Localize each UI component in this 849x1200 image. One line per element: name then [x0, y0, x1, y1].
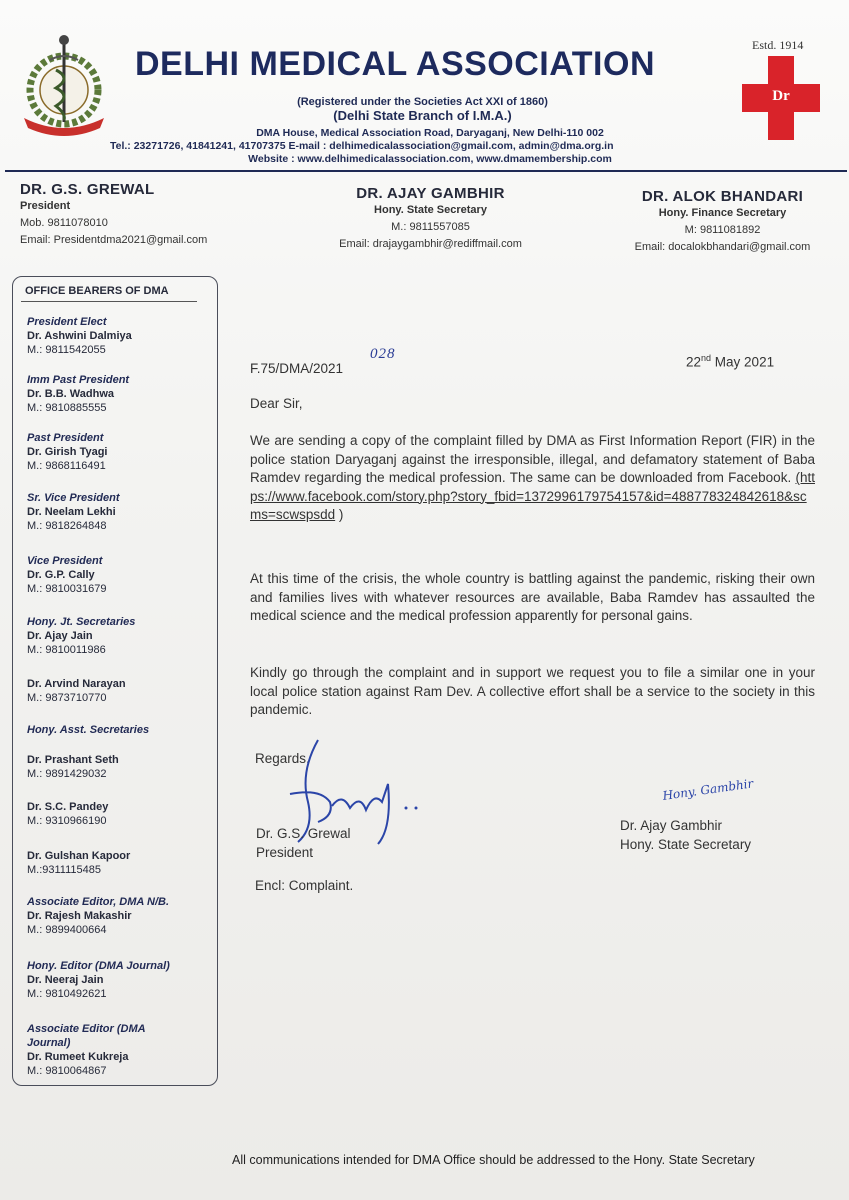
sidebar-entry — [27, 491, 217, 533]
sidebar-name: Dr. Prashant Seth — [27, 754, 119, 766]
sidebar-entry — [27, 615, 217, 657]
bearer-secretary — [318, 185, 543, 253]
bearer-role: Hony. State Secretary — [374, 204, 487, 216]
sidebar-name: Dr. Rumeet Kukreja — [27, 1051, 129, 1063]
sidebar-name: Dr. Arvind Narayan — [27, 678, 126, 690]
sidebar-entry — [27, 677, 217, 705]
sidebar-phone: M.: 9810031679 — [27, 583, 107, 595]
address-line: DMA House, Medical Association Road, Daryaganj, New Delhi-110 002 — [256, 127, 604, 139]
sidebar-phone: M.: 9810492621 — [27, 988, 107, 1000]
sidebar-role: Hony. Editor (DMA Journal) — [27, 960, 170, 972]
sidebar-entry — [27, 373, 217, 415]
sidebar-entry — [27, 753, 217, 781]
header-divider — [5, 170, 847, 172]
bearer-phone: M.: 9811557085 — [391, 221, 470, 233]
sidebar-phone: M.: 9310966190 — [27, 815, 107, 827]
salutation: Dear Sir, — [250, 396, 303, 411]
sidebar-role: Associate Editor (DMA Journal) — [27, 1023, 146, 1049]
ima-emblem-logo — [14, 30, 114, 140]
sidebar-name: Dr. B.B. Wadhwa — [27, 388, 114, 400]
bearer-president — [20, 181, 290, 249]
bearer-email: Email: Presidentdma2021@gmail.com — [20, 234, 208, 246]
footer-note: All communications intended for DMA Office should be addressed to the Hony. State Secretary — [232, 1153, 755, 1167]
bearer-phone: M: 9811081892 — [684, 224, 761, 236]
sidebar-role: President Elect — [27, 316, 107, 328]
sidebar-entry — [27, 849, 217, 877]
established-year: Estd. 1914 — [752, 38, 804, 52]
organization-name: DELHI MEDICAL ASSOCIATION — [135, 45, 655, 83]
sidebar-title: OFFICE BEARERS OF DMA — [25, 285, 169, 297]
sidebar-phone: M.: 9873710770 — [27, 692, 107, 704]
contact-line: Tel.: 23271726, 41841241, 41707375 E-mail : delhimedicalassociation@gmail.com, admin@dma.org.in — [110, 140, 614, 152]
signature-scrawl: Hony. Gambhir — [661, 776, 755, 803]
sidebar-entry — [27, 959, 217, 1001]
bearer-name: DR. AJAY GAMBHIR — [356, 185, 505, 202]
sidebar-role: Vice President — [27, 555, 103, 567]
branch-note: (Delhi State Branch of I.M.A.) — [333, 108, 512, 123]
paragraph-1-text: We are sending a copy of the complaint filled by DMA as First Information Report (FIR) in the police station Daryaganj against the irresponsible, illegal, and defamatory statement of Baba Ramdev regarding the medical profession. The same can be downloaded from Facebook. — [250, 433, 815, 485]
bearer-name: DR. G.S. GREWAL — [20, 181, 155, 198]
sidebar-name: Dr. S.C. Pandey — [27, 801, 109, 813]
sidebar-role: Hony. Asst. Secretaries — [27, 724, 150, 736]
sidebar-role: Past President — [27, 432, 104, 444]
signatory-name: Dr. Ajay Gambhir — [620, 818, 723, 833]
red-cross-logo — [742, 56, 820, 140]
sidebar-phone: M.: 9868116491 — [27, 460, 106, 472]
secretary-signature — [661, 776, 792, 808]
sidebar-phone: M.: 9818264848 — [27, 520, 107, 532]
reference-number: F.75/DMA/2021 — [250, 361, 344, 376]
sidebar-entry — [27, 800, 217, 828]
sidebar-role: Sr. Vice President — [27, 492, 120, 504]
registration-note: (Registered under the Societies Act XXI of 1860) — [297, 96, 548, 108]
office-bearers-sidebar — [12, 276, 218, 1086]
sidebar-entry — [27, 723, 217, 737]
sidebar-name: Dr. Neeraj Jain — [27, 974, 104, 986]
sidebar-phone: M.: 9810885555 — [27, 402, 107, 414]
sidebar-entry — [27, 1022, 147, 1078]
bearer-name: DR. ALOK BHANDARI — [641, 188, 804, 205]
signatory-title: President — [256, 845, 314, 860]
date-day: 22 — [686, 354, 702, 370]
enclosure-note: Encl: Complaint. — [255, 878, 354, 893]
sidebar-phone: M.: 9810064867 — [27, 1065, 107, 1077]
signatory-president — [256, 824, 351, 862]
signatory-name: Dr. G.S. Grewal — [256, 826, 351, 841]
handwritten-reference: 028 — [370, 346, 396, 362]
sidebar-phone: M.: 9899400664 — [27, 924, 107, 936]
website-line: Website : www.delhimedicalassociation.com, www.dmamembership.com — [248, 153, 612, 165]
bearer-phone: Mob. 9811078010 — [20, 217, 108, 229]
paragraph-3: Kindly go through the complaint and in support we request you to file a similar one in your local police station against Ram Dev. A collective effort shall be a service to the society in this pandemic. — [250, 665, 815, 717]
sidebar-role: Hony. Jt. Secretaries — [27, 616, 136, 628]
sidebar-role: Associate Editor, DMA N/B. — [27, 896, 170, 908]
sidebar-phone: M.: 9891429032 — [27, 768, 107, 780]
paragraph-2: At this time of the crisis, the whole country is battling against the pandemic, risking their own and families lives with whatever resources are available, Baba Ramdev has assaulted the medical science and the medical profession apparently for personal gains. — [250, 571, 815, 623]
sidebar-name: Dr. Ashwini Dalmiya — [27, 330, 132, 342]
date-suffix: nd — [701, 353, 712, 363]
sidebar-name: Dr. G.P. Cally — [27, 569, 95, 581]
sidebar-name: Dr. Neelam Lekhi — [27, 506, 116, 518]
sidebar-role: Imm Past President — [27, 374, 130, 386]
bearer-role: Hony. Finance Secretary — [658, 207, 787, 219]
sidebar-phone: M.: 9810011986 — [27, 644, 106, 656]
signatory-title: Hony. State Secretary — [620, 837, 752, 852]
bearer-role: President — [20, 200, 71, 212]
sidebar-entry — [27, 315, 217, 357]
cross-badge-text: Dr — [772, 88, 790, 104]
facebook-link[interactable]: (https://www.facebook.com/story.php?story_fbid=1372996179754157&id=488778324842618&scms=scwspsdd — [250, 470, 815, 522]
regards: Regards, — [255, 751, 310, 766]
sidebar-phone: M.:9311115485 — [27, 864, 102, 876]
sidebar-name: Dr. Ajay Jain — [27, 630, 93, 642]
sidebar-entry — [27, 554, 217, 596]
signatory-secretary — [620, 816, 751, 854]
sidebar-entry — [27, 431, 217, 473]
sidebar-name: Dr. Girish Tyagi — [27, 446, 108, 458]
paragraph-1 — [250, 432, 815, 525]
sidebar-entry — [27, 895, 217, 937]
sidebar-title-underline — [21, 301, 197, 302]
date-month-year: May 2021 — [711, 354, 775, 370]
bearer-email: Email: docalokbhandari@gmail.com — [634, 241, 811, 253]
sidebar-name: Dr. Rajesh Makashir — [27, 910, 132, 922]
bearer-finance-secretary — [600, 188, 845, 256]
link-close: ) — [335, 507, 344, 522]
sidebar-name: Dr. Gulshan Kapoor — [27, 850, 131, 862]
bearer-email: Email: drajaygambhir@rediffmail.com — [339, 238, 522, 250]
letter-date — [686, 353, 774, 370]
sidebar-phone: M.: 9811542055 — [27, 344, 106, 356]
